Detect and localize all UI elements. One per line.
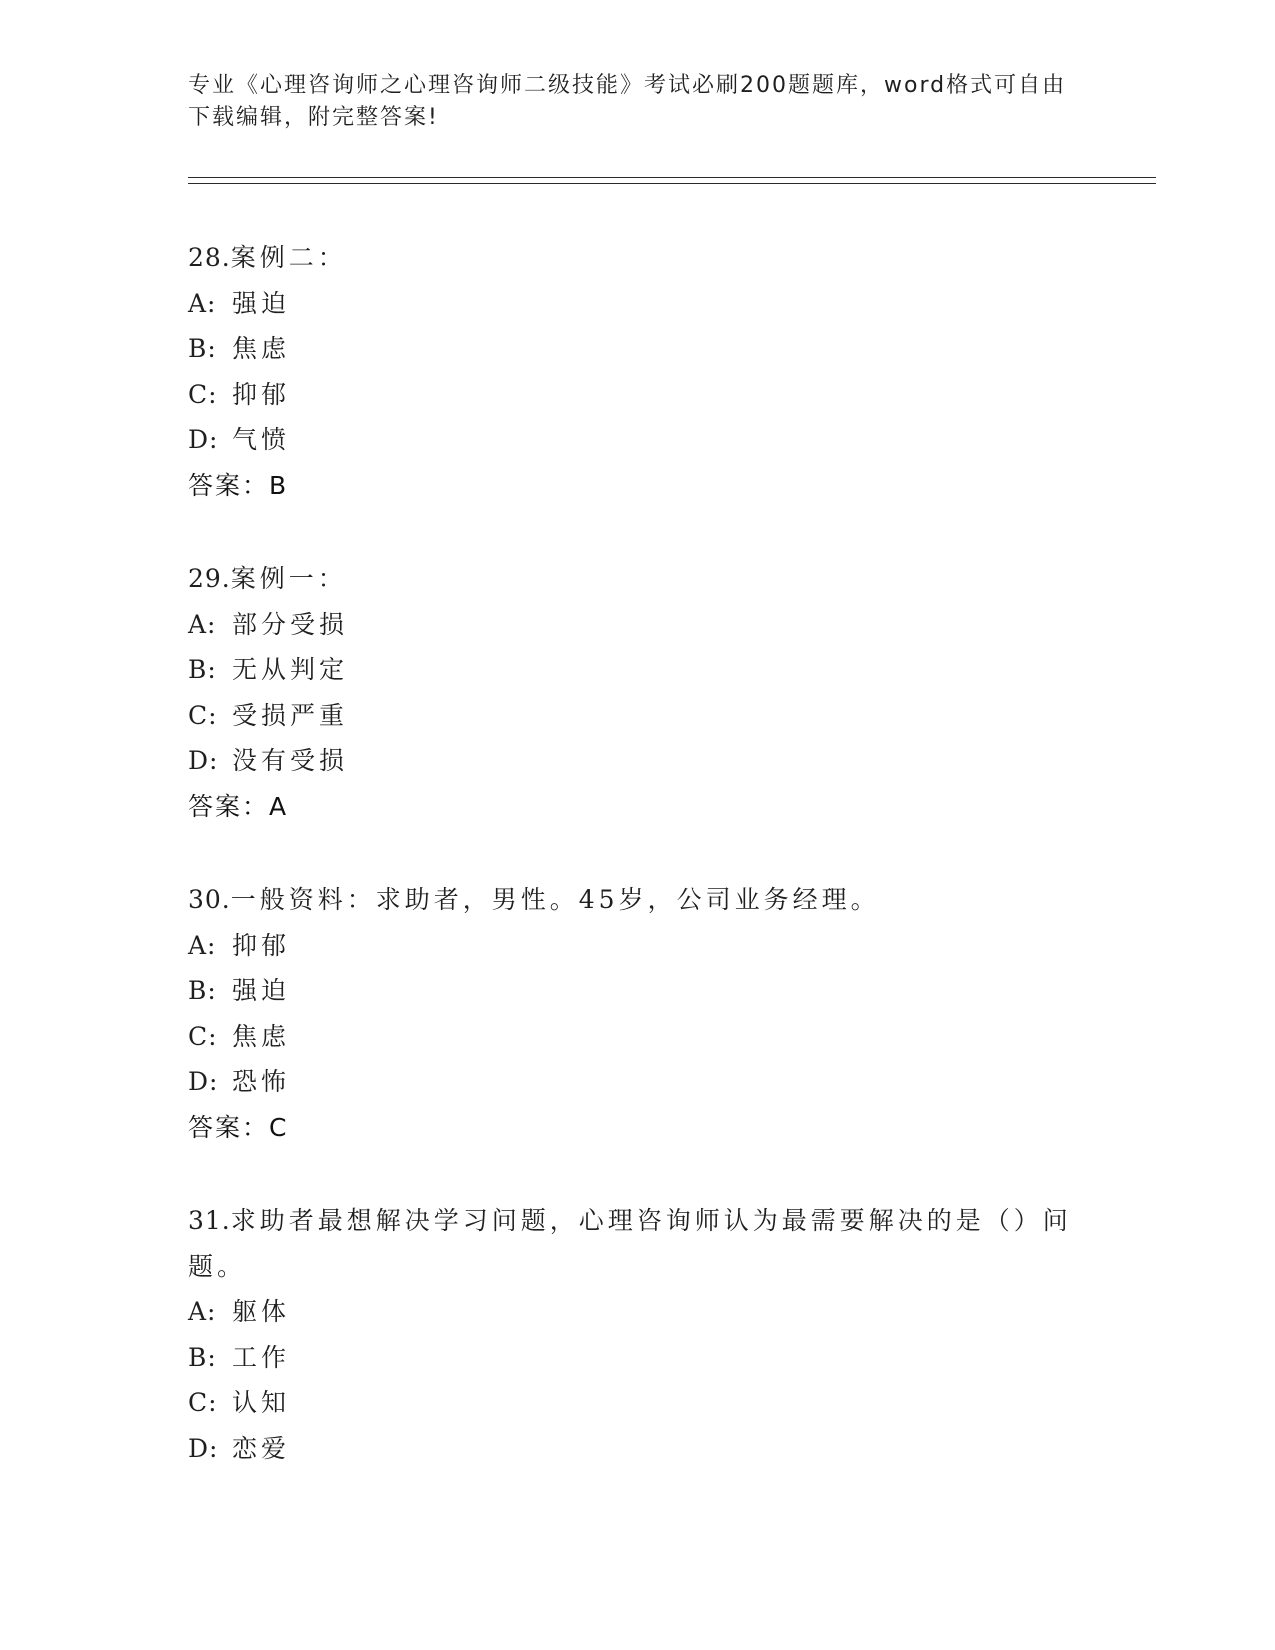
- option-c: [188, 693, 1088, 739]
- header-rule-bottom: [188, 183, 1156, 184]
- answer-line: 答案：B: [188, 470, 289, 500]
- option-letter: C:: [188, 700, 218, 730]
- option-text: 躯体: [232, 1297, 291, 1326]
- question-text: 求助者最想解决学习问题，心理咨询师认为最需要解决的是（）问题。: [188, 1206, 1072, 1281]
- question-28: [188, 235, 1088, 508]
- option-letter: A:: [188, 609, 217, 639]
- option-letter: A:: [188, 288, 217, 318]
- question-31: [188, 1198, 1088, 1471]
- option-text: 没有受损: [232, 746, 349, 775]
- option-d: [188, 417, 1088, 463]
- option-letter: B:: [188, 976, 217, 1005]
- option-text: 无从判定: [232, 655, 349, 684]
- option-letter: D:: [188, 1067, 219, 1096]
- option-letter: C:: [188, 1021, 218, 1051]
- question-list: [188, 235, 1088, 1519]
- option-text: 受损严重: [232, 700, 349, 730]
- question-stem: [188, 235, 1088, 281]
- option-text: 焦虑: [232, 334, 291, 363]
- option-letter: D:: [188, 746, 219, 775]
- option-d: [188, 1426, 1088, 1472]
- option-letter: B:: [188, 1342, 217, 1372]
- option-a: [188, 923, 1088, 969]
- question-number: 31.: [188, 1206, 231, 1235]
- option-b: [188, 647, 1088, 693]
- option-d: [188, 738, 1088, 784]
- option-text: 恋爱: [232, 1433, 291, 1463]
- option-letter: D:: [188, 425, 219, 454]
- option-letter: A:: [188, 930, 217, 960]
- option-text: 气愤: [232, 425, 291, 454]
- option-text: 恐怖: [232, 1067, 291, 1096]
- question-number: 30.: [188, 885, 231, 914]
- option-b: [188, 1335, 1088, 1381]
- option-letter: B:: [188, 655, 217, 684]
- option-a: [188, 281, 1088, 327]
- answer-line: 答案：C: [188, 1112, 289, 1142]
- option-letter: B:: [188, 334, 217, 363]
- option-letter: A:: [188, 1297, 217, 1326]
- document-header: 专业《心理咨询师之心理咨询师二级技能》考试必刷200题题库，word格式可自由下载编辑，附完整答案!: [188, 73, 1067, 130]
- option-text: 认知: [232, 1388, 291, 1417]
- question-30: [188, 877, 1088, 1150]
- answer-line: 答案：A: [188, 791, 289, 821]
- option-c: [188, 1380, 1088, 1426]
- option-c: [188, 372, 1088, 418]
- option-a: [188, 602, 1088, 648]
- option-text: 部分受损: [232, 609, 349, 639]
- option-letter: C:: [188, 1388, 218, 1417]
- question-stem: [188, 556, 1088, 602]
- question-number: 28.: [188, 243, 231, 272]
- option-text: 强迫: [232, 288, 291, 318]
- option-d: [188, 1059, 1088, 1105]
- option-letter: C:: [188, 379, 218, 409]
- option-a: [188, 1289, 1088, 1335]
- option-text: 工作: [232, 1342, 291, 1372]
- question-stem: [188, 877, 1088, 923]
- question-text: 一般资料：求助者，男性。45岁，公司业务经理。: [230, 885, 880, 914]
- question-29: [188, 556, 1088, 829]
- option-c: [188, 1014, 1088, 1060]
- option-text: 焦虑: [232, 1021, 291, 1051]
- question-stem: [188, 1198, 1088, 1289]
- option-b: [188, 326, 1088, 372]
- option-text: 强迫: [232, 976, 291, 1005]
- option-letter: D:: [188, 1433, 219, 1463]
- option-text: 抑郁: [232, 379, 291, 409]
- option-text: 抑郁: [232, 930, 291, 960]
- header-rule-top: [188, 177, 1156, 178]
- question-text: 案例二：: [230, 243, 347, 272]
- option-b: [188, 968, 1088, 1014]
- question-text: 案例一：: [230, 564, 347, 593]
- question-number: 29.: [188, 564, 231, 593]
